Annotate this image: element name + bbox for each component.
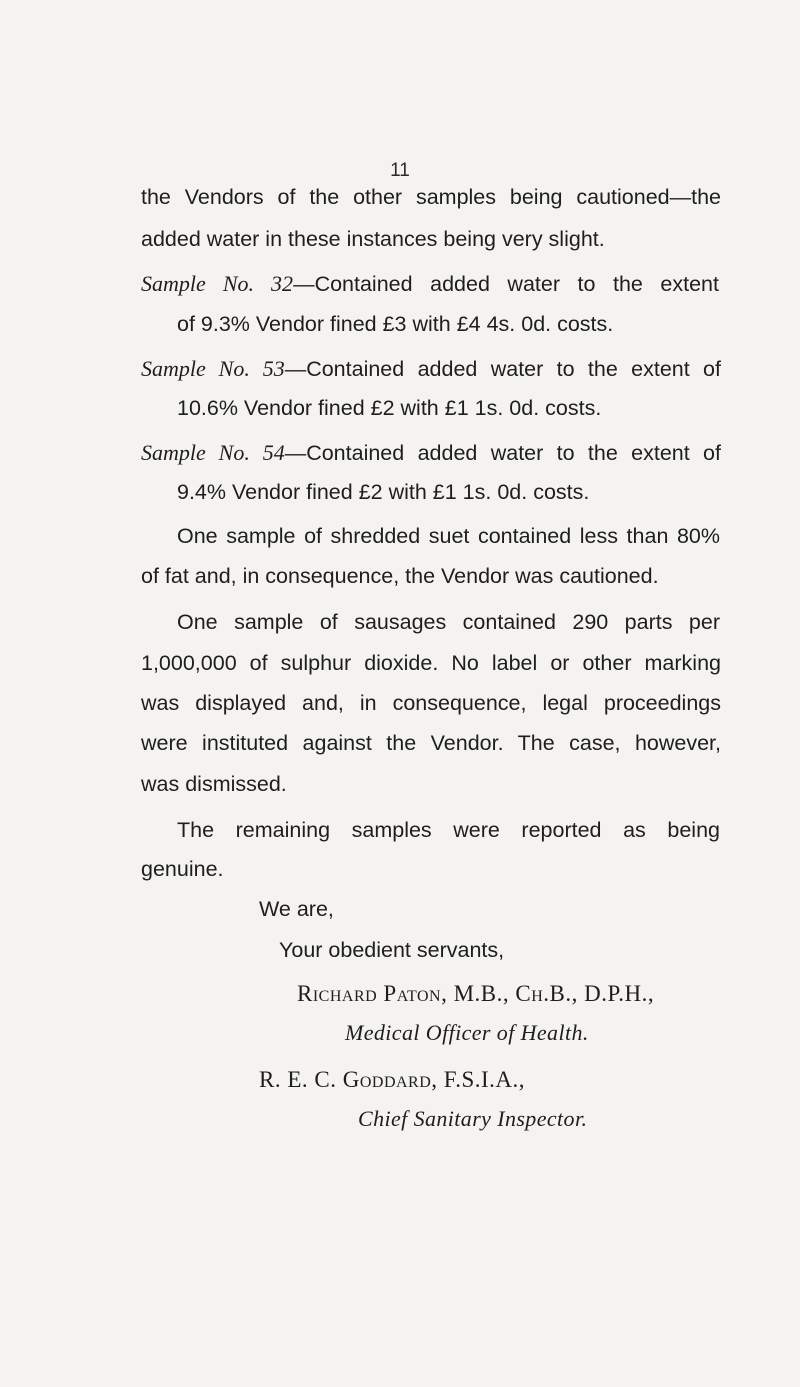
sample-text: —Contained added water to the extent of <box>284 357 721 381</box>
sample-entry-line <box>141 442 721 465</box>
signature-name: Richard Paton, M.B., Ch.B., D.P.H., <box>297 981 655 1006</box>
closing-we-are: We are, <box>259 897 334 921</box>
signature-title: Medical Officer of Health. <box>345 1020 589 1045</box>
paragraph-line: One sample of sausages contained 290 parts per <box>177 610 720 634</box>
paragraph-line: added water in these instances being very slight. <box>141 227 605 251</box>
paragraph-line: 1,000,000 of sulphur dioxide. No label or other marking <box>141 651 721 675</box>
sample-entry-line <box>141 358 721 381</box>
sample-text: —Contained added water to the extent <box>293 272 719 296</box>
paragraph-line: of fat and, in consequence, the Vendor was cautioned. <box>141 564 659 588</box>
paragraph-line: were instituted against the Vendor. The case, however, <box>141 731 721 755</box>
sample-entry-line <box>141 273 719 296</box>
sample-entry-line: of 9.3% Vendor fined £3 with £4 4s. 0d. costs. <box>177 312 614 336</box>
page-number: 11 <box>390 160 410 181</box>
sample-label: Sample No. 54 <box>141 440 285 465</box>
paragraph-line: One sample of shredded suet contained less than 80% <box>177 524 720 548</box>
signature-name: R. E. C. Goddard, F.S.I.A., <box>259 1067 526 1092</box>
signature-title: Chief Sanitary Inspector. <box>358 1106 588 1131</box>
sample-entry-line: 10.6% Vendor fined £2 with £1 1s. 0d. costs. <box>177 396 602 420</box>
paragraph-line: was displayed and, in consequence, legal proceedings <box>141 691 721 715</box>
sample-text: —Contained added water to the extent of <box>284 441 721 465</box>
sample-label: Sample No. 53 <box>141 356 285 381</box>
closing-servants: Your obedient servants, <box>279 938 505 962</box>
sample-label: Sample No. 32 <box>141 271 294 296</box>
sample-entry-line: 9.4% Vendor fined £2 with £1 1s. 0d. costs. <box>177 480 590 504</box>
paragraph-line: the Vendors of the other samples being cautioned—the <box>141 185 721 209</box>
paragraph-line: was dismissed. <box>141 772 287 796</box>
paragraph-line: The remaining samples were reported as being <box>177 818 720 842</box>
paragraph-line: genuine. <box>141 857 224 881</box>
